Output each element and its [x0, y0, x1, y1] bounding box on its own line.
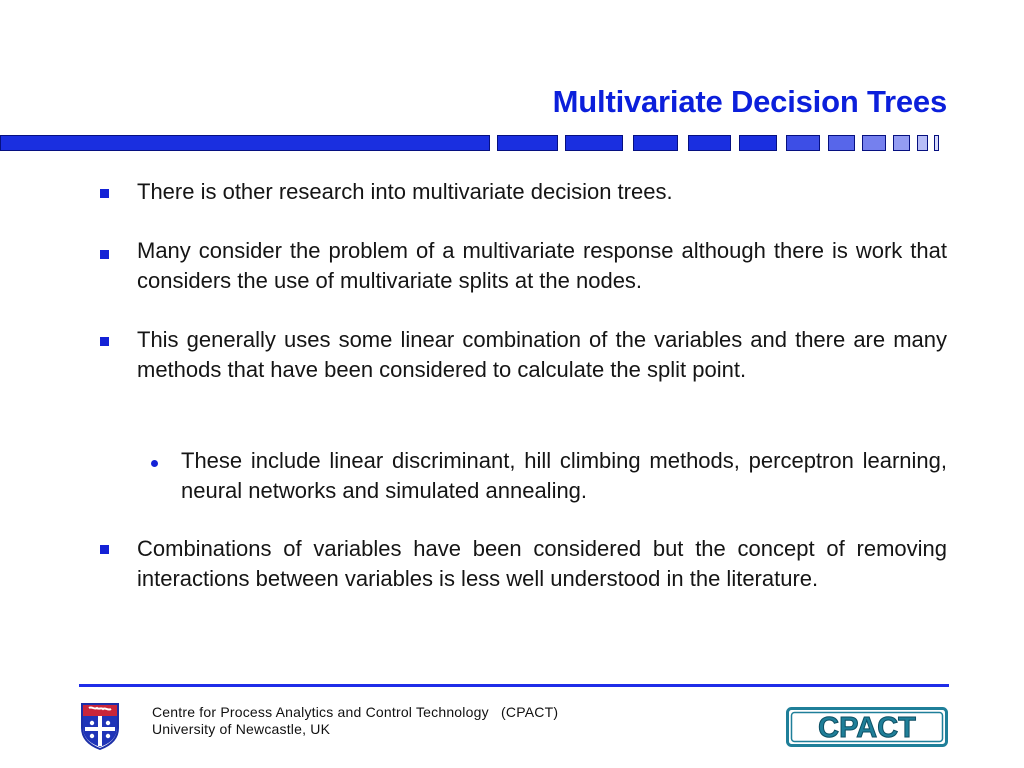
sub-bullet-item: These include linear discriminant, hill climbing methods, perceptron learning, neural networks and simulated annealing.: [181, 448, 947, 503]
slide-title: Multivariate Decision Trees: [552, 84, 947, 119]
bullet-item: Many consider the problem of a multivariate response although there is work that considers the use of multivariate splits at the nodes.: [137, 238, 947, 293]
logo-text: CPACT: [818, 712, 916, 744]
cpact-logo: [786, 707, 948, 747]
footer-org-line: Centre for Process Analytics and Control Technology (CPACT): [152, 704, 559, 720]
square-bullet-icon: [100, 337, 109, 346]
square-bullet-icon: [100, 189, 109, 198]
square-bullet-icon: [100, 250, 109, 259]
round-bullet-icon: [151, 460, 158, 467]
university-crest-icon: [80, 702, 120, 750]
square-bullet-icon: [100, 545, 109, 554]
bullet-item: This generally uses some linear combination of the variables and there are many methods that have been considered to calculate the split point.: [137, 327, 947, 382]
bullet-item: Combinations of variables have been considered but the concept of removing interactions between variables is less well understood in the literature.: [137, 536, 947, 591]
footer-divider: [79, 684, 949, 687]
footer-university-line: University of Newcastle, UK: [152, 721, 331, 737]
bullet-item: There is other research into multivariate decision trees.: [137, 179, 673, 204]
footer-text: [152, 704, 558, 738]
